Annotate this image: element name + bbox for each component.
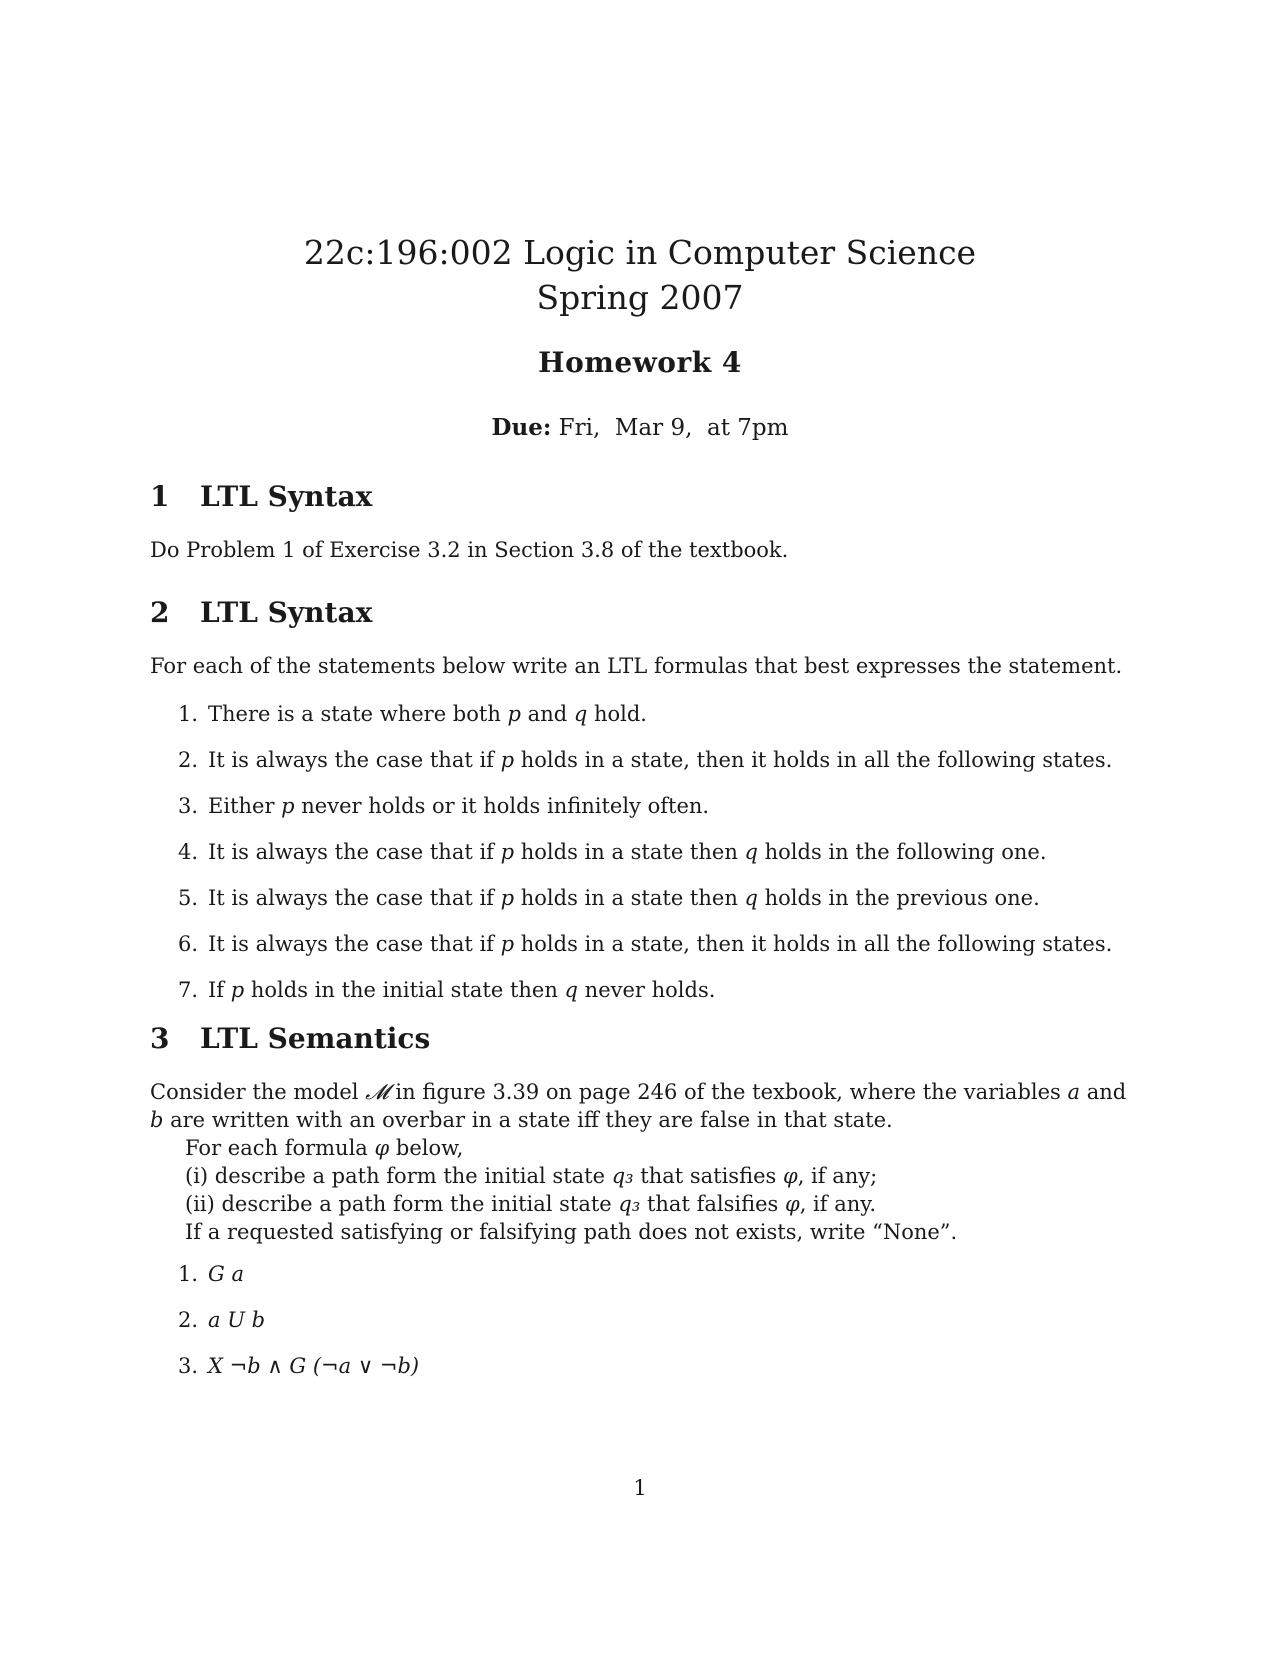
section-3-heading: [150, 1022, 1150, 1055]
instruction-line: (i) describe a path form the initial state q₃ that satisfies φ, if any;: [185, 1164, 878, 1188]
section-title: LTL Syntax: [200, 480, 373, 513]
section-2-body: For each of the statements below write an LTL formulas that best expresses the statement.: [150, 654, 1123, 678]
instruction-line: If a requested satisfying or falsifying path does not exists, write “None”.: [185, 1220, 958, 1244]
intro-paragraph: Consider the model 𝓜 in figure 3.39 on page 246 of the texbook, where the variables a and b are written with an overbar in a state iff they are false in that state.: [150, 1080, 1127, 1132]
list-item: 2. a U b: [178, 1308, 266, 1332]
section-3-body: [150, 1078, 1140, 1246]
list-item: 1. There is a state where both p and q hold.: [178, 702, 647, 726]
term: Spring 2007: [536, 278, 744, 317]
course-title: 22c:196:002 Logic in Computer Science: [303, 233, 977, 272]
due-date: Fri, Mar 9, at 7pm: [558, 415, 789, 441]
section-number: 2: [150, 596, 170, 629]
due-label: Due:: [491, 414, 552, 441]
list-item: 5. It is always the case that if p holds in a state then q holds in the previous one.: [178, 886, 1040, 910]
section-title: LTL Semantics: [200, 1022, 431, 1055]
section-1-heading: [150, 480, 1150, 513]
section-title: LTL Syntax: [200, 596, 373, 629]
list-item: 7. If p holds in the initial state then q never holds.: [178, 978, 716, 1002]
due-line: [0, 414, 1280, 441]
list-item: 4. It is always the case that if p holds in a state then q holds in the following one.: [178, 840, 1047, 864]
list-item: 1. G a: [178, 1262, 244, 1286]
section-1-body: Do Problem 1 of Exercise 3.2 in Section 3.8 of the textbook.: [150, 538, 789, 562]
instruction-line: (ii) describe a path form the initial state q₃ that falsifies φ, if any.: [185, 1192, 876, 1216]
instruction-line: For each formula φ below,: [185, 1136, 464, 1160]
formula-list: [178, 1260, 419, 1398]
list-item: 3. X ¬b ∧ G (¬a ∨ ¬b): [178, 1354, 420, 1378]
list-item: 2. It is always the case that if p holds in a state, then it holds in all the following states.: [178, 748, 1113, 772]
homework-title: Homework 4: [538, 346, 742, 379]
statement-list: [178, 700, 1112, 1022]
page-number: 1: [633, 1476, 647, 1500]
list-item: 3. Either p never holds or it holds infinitely often.: [178, 794, 710, 818]
section-number: 3: [150, 1022, 170, 1055]
section-number: 1: [150, 480, 170, 513]
course-header: [0, 230, 1280, 320]
list-item: 6. It is always the case that if p holds in a state, then it holds in all the following states.: [178, 932, 1113, 956]
section-2-heading: [150, 596, 1150, 629]
